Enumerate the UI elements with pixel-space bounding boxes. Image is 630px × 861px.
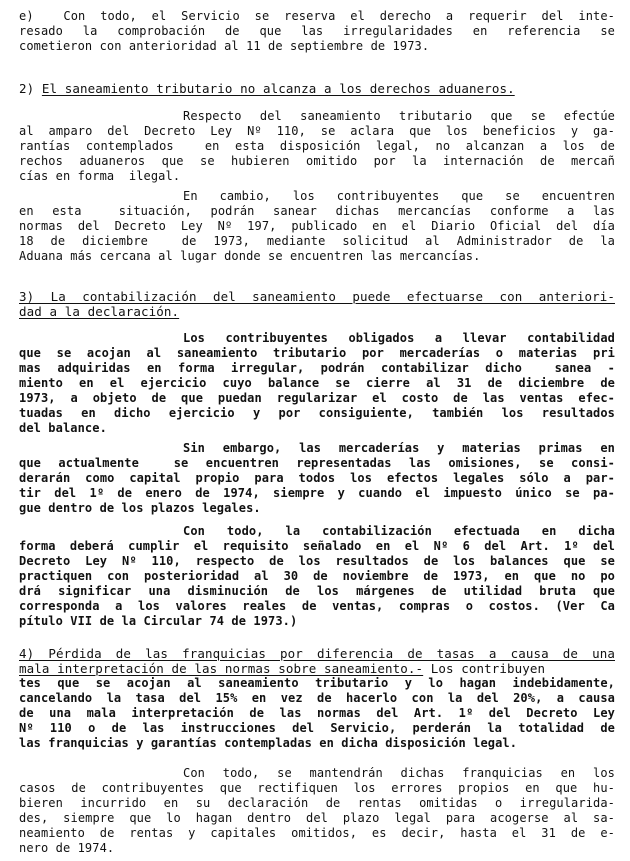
- section-3-para3-line: corresponda a los valores reales de ventas, compras o costos. (Ver Ca: [19, 600, 615, 613]
- section-3-heading: 3) La contabilización del saneamiento puede efectuarse con anteriori-: [19, 290, 615, 304]
- section-3-para2-line: que actualmente se encuentren representadas las omisiones, se consi-: [19, 457, 615, 470]
- section-3-para3-line: Con todo, la contabilización efectuada en dicha: [183, 525, 615, 538]
- section-3-para1-line: del balance.: [19, 422, 107, 435]
- section-4-para1-line: cancelando la tasa del 15% en vez de hacerlo con la del 20%, a causa: [19, 692, 615, 705]
- section-3-para3-line: drá significar una disminución de los márgenes de utilidad bruta que: [19, 585, 615, 598]
- section-4-para2-line: neamiento de rentas y capitales omitidos, es decir, hasta el 31 de e-: [19, 827, 615, 840]
- section-2-para1-line: rantías contemplados en esta disposición legal, no alcanzan a los de: [19, 140, 615, 153]
- section-3-para1-line: que se acojan al saneamiento tributario por mercaderías o materias pri: [19, 347, 615, 360]
- section-3-para3-line: practiquen con posterioridad al 30 de noviembre de 1973, en que no po: [19, 570, 615, 583]
- section-3-para1-line: miento en el ejercicio cuyo balance se cierre al 31 de diciembre de: [19, 377, 615, 390]
- section-4-heading: [19, 662, 615, 676]
- section-3-para3-line: forma deberá cumplir el requisito señalado en el Nº 6 del Art. 1º del: [19, 540, 615, 553]
- section-4-para1-line: Nº 110 o de las instrucciones del Servicio, perderán la totalidad de: [19, 722, 615, 735]
- section-3-para1-line: tuadas en dicho ejercicio y por consiguiente, también los resultados: [19, 407, 615, 420]
- section-2-heading: [19, 82, 615, 96]
- section-4-para1-line: tes que se acojan al saneamiento tributario y lo hagan indebidamente,: [19, 677, 615, 690]
- section-4-para2-line: des, siempre que lo hagan dentro del plazo legal para acogerse al sa-: [19, 812, 615, 825]
- section-4-para2-line: nero de 1974.: [19, 842, 115, 855]
- section-2-title: El saneamiento tributario no alcanza a los derechos aduaneros.: [41, 82, 515, 96]
- section-3-para2-line: Sin embargo, las mercaderías y materias primas en: [183, 442, 615, 455]
- section-e-line: e) Con todo, el Servicio se reserva el derecho a requerir del inte-: [19, 10, 615, 23]
- section-e-line: cometieron con anterioridad al 11 de septiembre de 1973.: [19, 40, 430, 53]
- section-2-para1-line: cías en forma ilegal.: [19, 170, 181, 183]
- section-3-para3-line: Decreto Ley Nº 110, respecto de los resultados de los balances que se: [19, 555, 615, 568]
- section-2-number: 2): [19, 82, 35, 96]
- section-3-para1-line: mas adquiridas en forma irregular, podrán contabilizar dicho sanea -: [19, 362, 615, 375]
- section-4-heading-line2: mala interpretación de las normas sobre saneamiento.-: [19, 662, 424, 676]
- section-2-para2-line: En cambio, los contribuyentes que se encuentren: [183, 190, 615, 203]
- section-3-para2-line: gue dentro de los plazos legales.: [19, 502, 261, 515]
- section-4-para1-line: las franquicias y garantías contempladas en dicha disposición legal.: [19, 737, 518, 750]
- section-4-heading: 4) Pérdida de las franquicias por diferencia de tasas a causa de una: [19, 647, 615, 661]
- section-3-heading: dad a la declaración.: [19, 305, 180, 319]
- section-2-para2-line: Aduana más cercana al lugar donde se encuentren las mercancías.: [19, 250, 481, 263]
- section-e-line: resado la comprobación de que las irregularidades en referencia se: [19, 25, 615, 38]
- section-4-heading-tail: Los contribuyen: [423, 662, 546, 676]
- section-4-para1-line: de una mala interpretación de las normas del Art. 1º del Decreto Ley: [19, 707, 615, 720]
- section-2-para1-line: Respecto del saneamiento tributario que se efectúe: [183, 110, 615, 123]
- section-2-para1-line: al amparo del Decreto Ley Nº 110, se aclara que los beneficios y ga-: [19, 125, 615, 138]
- section-3-para2-line: tir del 1º de enero de 1974, siempre y cuando el impuesto único se pa-: [19, 487, 615, 500]
- section-2-para2-line: en esta situación, podrán sanear dichas mercancías conforme a las: [19, 205, 615, 218]
- section-4-para2-line: bieren incurrido en su declaración de rentas omitidas o irregularida-: [19, 797, 615, 810]
- section-2-para2-line: normas del Decreto Ley Nº 197, publicado en el Diario Oficial del día: [19, 220, 615, 233]
- section-3-para1-line: 1973, a objeto de que puedan regularizar el costo de las ventas efec-: [19, 392, 615, 405]
- section-4-para2-line: casos de contribuyentes que rectifiquen los errores propios en que hu-: [19, 782, 615, 795]
- section-2-para2-line: 18 de diciembre de 1973, mediante solicitud al Administrador de la: [19, 235, 615, 248]
- section-3-para1-line: Los contribuyentes obligados a llevar contabilidad: [183, 332, 615, 345]
- section-2-para1-line: rechos aduaneros que se hubieren omitido por la internación de mercañ: [19, 155, 615, 168]
- section-3-para3-line: pítulo VII de la Circular 74 de 1973.): [19, 615, 298, 628]
- section-3-para2-line: derarán como capital propio para todos los efectos legales sólo a par-: [19, 472, 615, 485]
- section-4-para2-line: Con todo, se mantendrán dichas franquicias en los: [183, 767, 615, 780]
